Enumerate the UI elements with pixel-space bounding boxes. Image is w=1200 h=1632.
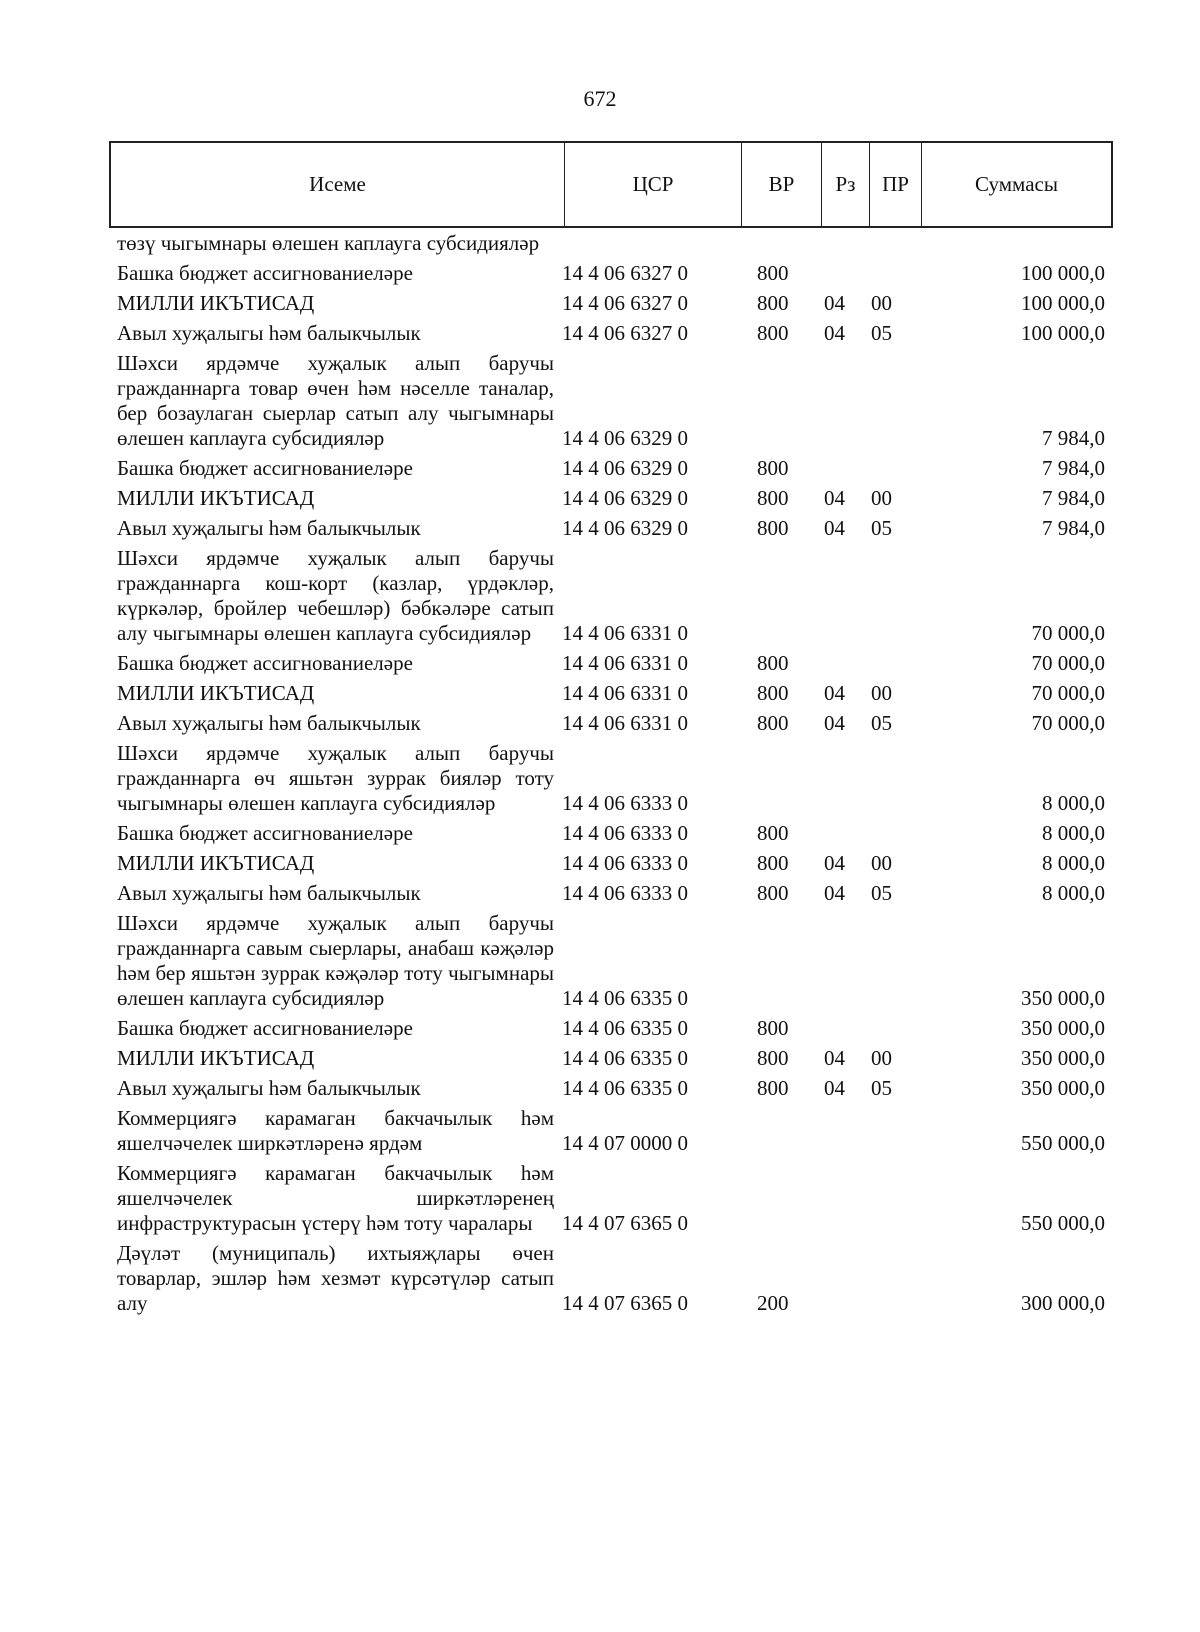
cell-vr: 200 [757,1291,789,1315]
cell-name: Башка бюджет ассигнованиеләре [117,651,413,675]
cell-csr: 14 4 06 6329 0 [562,486,688,510]
cell-vr: 800 [757,711,789,735]
cell-sum: 100 000,0 [1021,261,1105,285]
cell-vr: 800 [757,486,789,510]
cell-csr: 14 4 06 6335 0 [562,1046,688,1070]
cell-name: Авыл хуҗалыгы һәм балыкчылык [117,516,421,540]
cell-rz: 04 [824,321,845,345]
cell-name: МИЛЛИ ИКЪТИСАД [117,851,315,875]
cell-sum: 350 000,0 [1021,1016,1105,1040]
cell-pr: 05 [871,516,892,540]
cell-csr: 14 4 06 6335 0 [562,986,688,1010]
cell-vr: 800 [757,516,789,540]
table-row [117,651,1105,676]
cell-pr: 05 [871,881,892,905]
table-header [109,141,1113,228]
header-vr: ВР [742,143,822,226]
cell-sum: 300 000,0 [1021,1291,1105,1315]
cell-vr: 800 [757,321,789,345]
table-row [117,1046,1105,1071]
cell-sum: 8 000,0 [1042,791,1105,815]
cell-vr: 800 [757,821,789,845]
header-csr: ЦСР [565,143,742,226]
cell-csr: 14 4 06 6327 0 [562,291,688,315]
cell-vr: 800 [757,456,789,480]
cell-vr: 800 [757,1046,789,1070]
cell-csr: 14 4 06 6333 0 [562,851,688,875]
table-row [117,261,1105,286]
table-row [117,711,1105,736]
table-row [117,1241,1105,1316]
cell-csr: 14 4 06 6329 0 [562,516,688,540]
table-row [117,546,1105,646]
cell-sum: 100 000,0 [1021,291,1105,315]
cell-name: Башка бюджет ассигнованиеләре [117,821,413,845]
cell-sum: 350 000,0 [1021,986,1105,1010]
cell-name: Шәхси ярдәмче хуҗалык алып баручы гражданнарга савым сыерлары, анабаш кәҗәләр һәм бер яшьтән зуррак кәҗәләр тоту чыгымнары өлешен каплауга субсидияләр [117,911,554,1010]
header-rz: Рз [822,143,870,226]
cell-pr: 00 [871,681,892,705]
cell-name: МИЛЛИ ИКЪТИСАД [117,1046,315,1070]
cell-name: Авыл хуҗалыгы һәм балыкчылык [117,1076,421,1100]
table-row [117,291,1105,316]
table-row [117,516,1105,541]
header-pr: ПР [870,143,922,226]
cell-csr: 14 4 06 6329 0 [562,456,688,480]
table-row [117,231,1105,256]
cell-sum: 550 000,0 [1021,1131,1105,1155]
cell-rz: 04 [824,681,845,705]
cell-name: Коммерциягә карамаган бакчачылык һәм яшелчәчелек ширкәтләренең инфраструктурасын үстерү һәм тоту чаралары [117,1161,554,1235]
cell-csr: 14 4 07 6365 0 [562,1211,688,1235]
table-row [117,1016,1105,1041]
cell-pr: 05 [871,711,892,735]
table-row [117,1106,1105,1156]
cell-name: Коммерциягә карамаган бакчачылык һәм яшелчәчелек ширкәтләренә ярдәм [117,1106,554,1155]
cell-csr: 14 4 06 6335 0 [562,1016,688,1040]
cell-rz: 04 [824,516,845,540]
cell-sum: 550 000,0 [1021,1211,1105,1235]
cell-csr: 14 4 06 6331 0 [562,681,688,705]
cell-csr: 14 4 06 6335 0 [562,1076,688,1100]
table-body [117,231,1105,1316]
cell-sum: 7 984,0 [1042,516,1105,540]
cell-rz: 04 [824,851,845,875]
table-row [117,1161,1105,1236]
cell-vr: 800 [757,651,789,675]
cell-rz: 04 [824,486,845,510]
table-row [117,351,1105,451]
table-row [117,321,1105,346]
cell-sum: 350 000,0 [1021,1046,1105,1070]
cell-sum: 8 000,0 [1042,881,1105,905]
cell-pr: 00 [871,291,892,315]
cell-pr: 00 [871,486,892,510]
cell-name: Авыл хуҗалыгы һәм балыкчылык [117,321,421,345]
cell-pr: 00 [871,1046,892,1070]
table-row [117,851,1105,876]
cell-csr: 14 4 06 6327 0 [562,261,688,285]
cell-csr: 14 4 06 6333 0 [562,791,688,815]
cell-name: Шәхси ярдәмче хуҗалык алып баручы гражданнарга өч яшьтән зуррак бияләр тоту чыгымнары өлешен каплауга субсидияләр [117,741,554,815]
table-row [117,911,1105,1011]
cell-csr: 14 4 07 0000 0 [562,1131,688,1155]
cell-pr: 05 [871,1076,892,1100]
header-name: Исеме [111,143,565,226]
cell-name: Шәхси ярдәмче хуҗалык алып баручы гражданнарга товар өчен һәм нәселле таналар, бер бозаулаган сыерлар сатып алу чыгымнары өлешен каплауга субсидияләр [117,351,554,450]
cell-rz: 04 [824,1076,845,1100]
cell-rz: 04 [824,1046,845,1070]
cell-sum: 7 984,0 [1042,426,1105,450]
cell-name: Авыл хуҗалыгы һәм балыкчылык [117,711,421,735]
cell-vr: 800 [757,1016,789,1040]
cell-rz: 04 [824,711,845,735]
cell-sum: 7 984,0 [1042,456,1105,480]
cell-sum: 8 000,0 [1042,851,1105,875]
table-row [117,881,1105,906]
cell-csr: 14 4 07 6365 0 [562,1291,688,1315]
cell-csr: 14 4 06 6329 0 [562,426,688,450]
cell-csr: 14 4 06 6333 0 [562,881,688,905]
cell-name: Авыл хуҗалыгы һәм балыкчылык [117,881,421,905]
cell-pr: 00 [871,851,892,875]
cell-vr: 800 [757,681,789,705]
table-row [117,486,1105,511]
table-row [117,681,1105,706]
cell-name: Башка бюджет ассигнованиеләре [117,261,413,285]
cell-csr: 14 4 06 6327 0 [562,321,688,345]
cell-name: МИЛЛИ ИКЪТИСАД [117,681,315,705]
cell-pr: 05 [871,321,892,345]
cell-vr: 800 [757,291,789,315]
cell-sum: 100 000,0 [1021,321,1105,345]
cell-name: төзү чыгымнары өлешен каплауга субсидияләр [117,231,540,255]
header-sum: Суммасы [975,172,1058,196]
cell-csr: 14 4 06 6333 0 [562,821,688,845]
cell-name: Шәхси ярдәмче хуҗалык алып баручы гражданнарга кош-корт (казлар, үрдәкләр, күркәләр, бройлер чебешләр) бәбкәләре сатып алу чыгымнары өлешен каплауга субсидияләр [117,546,554,645]
cell-rz: 04 [824,881,845,905]
cell-csr: 14 4 06 6331 0 [562,711,688,735]
cell-sum: 70 000,0 [1031,651,1105,675]
cell-sum: 70 000,0 [1031,681,1105,705]
page-number: 672 [583,86,617,111]
cell-csr: 14 4 06 6331 0 [562,651,688,675]
cell-csr: 14 4 06 6331 0 [562,621,688,645]
cell-vr: 800 [757,881,789,905]
table-row [117,456,1105,481]
cell-vr: 800 [757,261,789,285]
cell-name: Дәүләт (муниципаль) ихтыяҗлары өчен товарлар, эшләр һәм хезмәт күрсәтүләр сатып алу [117,1241,554,1315]
cell-rz: 04 [824,291,845,315]
cell-vr: 800 [757,851,789,875]
cell-name: МИЛЛИ ИКЪТИСАД [117,486,315,510]
cell-name: Башка бюджет ассигнованиеләре [117,456,413,480]
table-row [117,821,1105,846]
cell-sum: 70 000,0 [1031,621,1105,645]
cell-sum: 350 000,0 [1021,1076,1105,1100]
cell-sum: 8 000,0 [1042,821,1105,845]
cell-sum: 70 000,0 [1031,711,1105,735]
cell-sum: 7 984,0 [1042,486,1105,510]
cell-name: МИЛЛИ ИКЪТИСАД [117,291,315,315]
cell-vr: 800 [757,1076,789,1100]
cell-name: Башка бюджет ассигнованиеләре [117,1016,413,1040]
table-row [117,1076,1105,1101]
table-row [117,741,1105,816]
